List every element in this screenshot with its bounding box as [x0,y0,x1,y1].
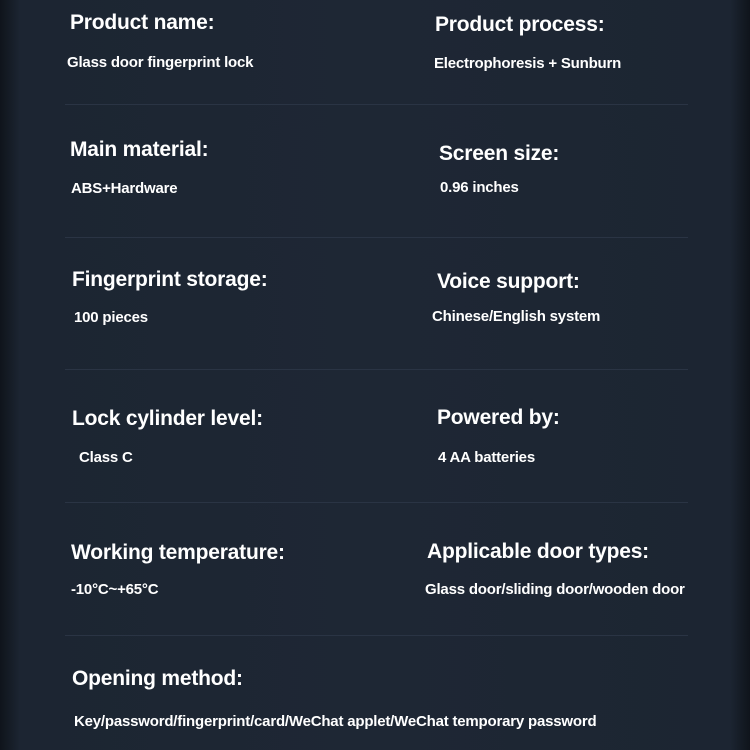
row-divider [65,237,688,238]
row-divider [65,104,688,105]
powered-by-value: 4 AA batteries [438,449,535,466]
applicable-door-types-value: Glass door/sliding door/wooden door [425,581,685,598]
row-divider [65,635,688,636]
screen-size-label: Screen size: [439,142,560,165]
product-process-label: Product process: [435,13,605,36]
powered-by-label: Powered by: [437,406,560,429]
product-name-label: Product name: [70,11,215,34]
opening-method-value: Key/password/fingerprint/card/WeChat applet/WeChat temporary password [74,713,597,730]
screen-size-value: 0.96 inches [440,179,519,196]
voice-support-value: Chinese/English system [432,308,601,325]
fingerprint-storage-label: Fingerprint storage: [72,268,268,291]
working-temperature-label: Working temperature: [71,541,285,564]
row-divider [65,369,688,370]
lock-cylinder-level-value: Class C [79,449,133,466]
product-name-value: Glass door fingerprint lock [67,54,254,71]
voice-support-label: Voice support: [437,270,580,293]
row-divider [65,502,688,503]
fingerprint-storage-value: 100 pieces [74,309,148,326]
applicable-door-types-label: Applicable door types: [427,540,649,563]
product-process-value: Electrophoresis + Sunburn [434,55,622,72]
main-material-label: Main material: [70,138,209,161]
working-temperature-value: -10°C~+65°C [71,581,159,598]
opening-method-label: Opening method: [72,667,243,690]
lock-cylinder-level-label: Lock cylinder level: [72,407,263,430]
main-material-value: ABS+Hardware [71,180,178,197]
